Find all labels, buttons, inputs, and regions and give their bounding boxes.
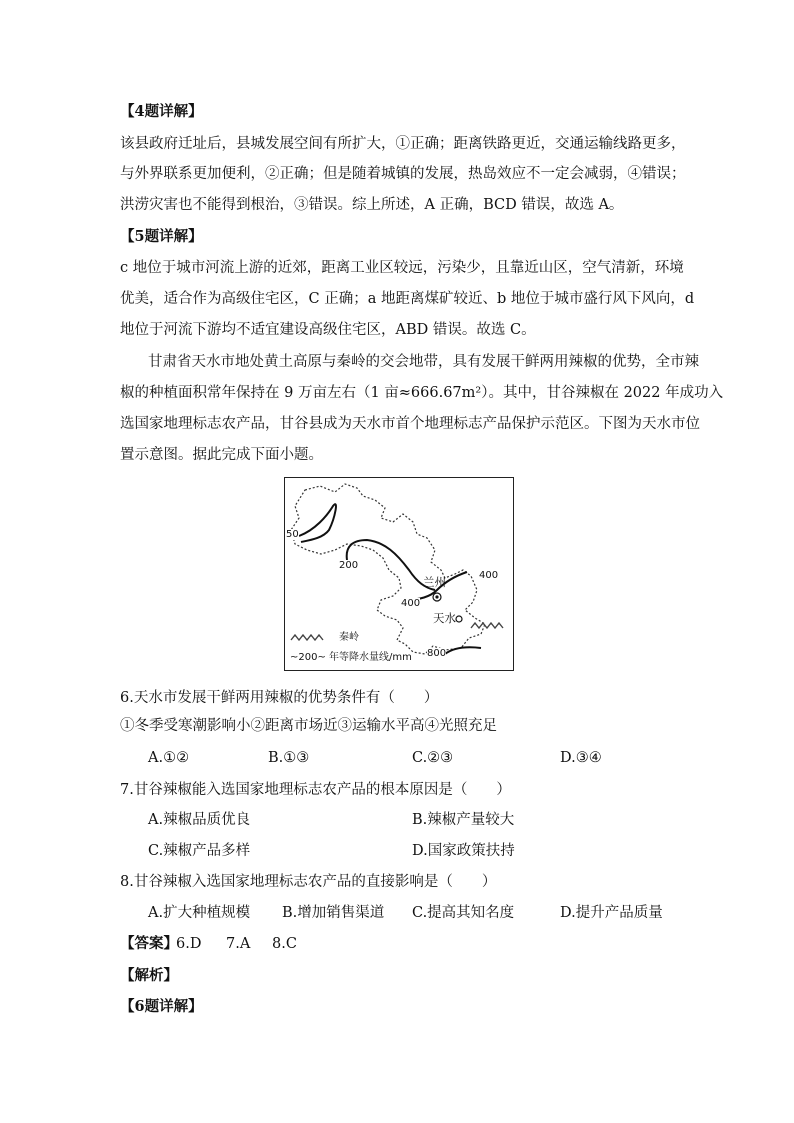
city-label-tianshui: 天水 — [433, 611, 456, 625]
q5-detail-line-3: 地位于河流下游均不适宜建设高级住宅区，ABD 错误。故选 C。 — [120, 322, 536, 338]
intro-line-1: 甘肃省天水市地处黄土高原与秦岭的交会地带，具有发展干鲜两用辣椒的优势，全市辣 — [148, 354, 699, 370]
isohyet-label-800: 800 — [427, 648, 447, 659]
q7-stem: 7.甘谷辣椒能入选国家地理标志农产品的根本原因是（ ） — [120, 782, 511, 798]
isohyet-200 — [347, 540, 435, 590]
q8-option-b: B.增加销售渠道 — [282, 905, 385, 921]
q6-option-a: A.①② — [148, 750, 190, 766]
analysis-header: 【解析】 — [120, 967, 178, 984]
isohyet-50 — [299, 504, 336, 542]
q7-option-c: C.辣椒产品多样 — [148, 843, 251, 859]
tianshui-location-map — [284, 477, 514, 671]
isohyet-label-50: 50 — [286, 529, 299, 540]
q8-option-c: C.提高其知名度 — [412, 905, 515, 921]
map-drawing — [285, 478, 512, 669]
q6-detail-header: 【6题详解】 — [120, 998, 203, 1015]
answer-q8: 8.C — [272, 936, 297, 952]
q8-stem: 8.甘谷辣椒入选国家地理标志农产品的直接影响是（ ） — [120, 874, 497, 890]
q6-option-b: B.①③ — [268, 750, 310, 766]
q6-conditions: ①冬季受寒潮影响小②距离市场近③运输水平高④光照充足 — [120, 718, 497, 734]
intro-line-3: 选国家地理标志农产品，甘谷县成为天水市首个地理标志产品保护示范区。下图为天水市位 — [120, 416, 700, 432]
isohyet-800 — [445, 647, 481, 654]
q5-detail-line-1: c 地位于城市河流上游的近郊，距离工业区较远，污染少，且靠近山区，空气清新，环境 — [120, 260, 684, 276]
isohyet-label-400-east: 400 — [479, 570, 499, 581]
q5-detail-line-2: 优美，适合作为高级住宅区，C 正确；a 地距离煤矿较近、b 地位于城市盛行风下风向，d — [120, 291, 695, 307]
q7-option-a: A.辣椒品质优良 — [148, 812, 251, 828]
q4-detail-line-2: 与外界联系更加便利，②正确；但是随着城镇的发展，热岛效应不一定会减弱，④错误； — [120, 166, 686, 182]
q4-detail-line-1: 该县政府迁址后，县城发展空间有所扩大，①正确；距离铁路更近，交通运输线路更多， — [120, 136, 686, 152]
tianshui-marker — [456, 616, 462, 622]
q6-stem: 6.天水市发展干鲜两用辣椒的优势条件有（ ） — [120, 690, 439, 706]
qinling-mountains — [471, 623, 503, 628]
q6-option-c: C.②③ — [412, 750, 454, 766]
province-boundary — [291, 484, 485, 654]
intro-line-4: 置示意图。据此完成下面小题。 — [120, 447, 323, 463]
isohyet-label-200: 200 — [339, 560, 359, 571]
legend-isohyet-label: ~200~ 年等降水量线/mm — [290, 652, 412, 663]
intro-line-2: 椒的种植面积常年保持在 9 万亩左右（1 亩≈666.67m²）。其中，甘谷辣椒在 2022 年成功入 — [120, 385, 724, 401]
q8-option-a: A.扩大种植规模 — [148, 905, 251, 921]
legend-qinling-label: 秦岭 — [339, 632, 359, 643]
answer-q7: 7.A — [226, 936, 251, 952]
q6-option-d: D.③④ — [560, 750, 602, 766]
isohyet-label-400-west: 400 — [401, 598, 421, 609]
legend-qinling-symbol — [291, 635, 323, 640]
q4-detail-line-3: 洪涝灾害也不能得到根治，③错误。综上所述，A 正确，BCD 错误，故选 A。 — [120, 197, 624, 213]
city-label-lanzhou: 兰州 — [423, 575, 446, 589]
q5-detail-header: 【5题详解】 — [120, 228, 203, 245]
answer-q6: 6.D — [176, 936, 202, 952]
answer-label: 【答案】 — [120, 935, 178, 952]
q7-option-b: B.辣椒产量较大 — [412, 812, 515, 828]
q8-option-d: D.提升产品质量 — [560, 905, 663, 921]
q4-detail-header: 【4题详解】 — [120, 103, 203, 120]
q7-option-d: D.国家政策扶持 — [412, 843, 515, 859]
